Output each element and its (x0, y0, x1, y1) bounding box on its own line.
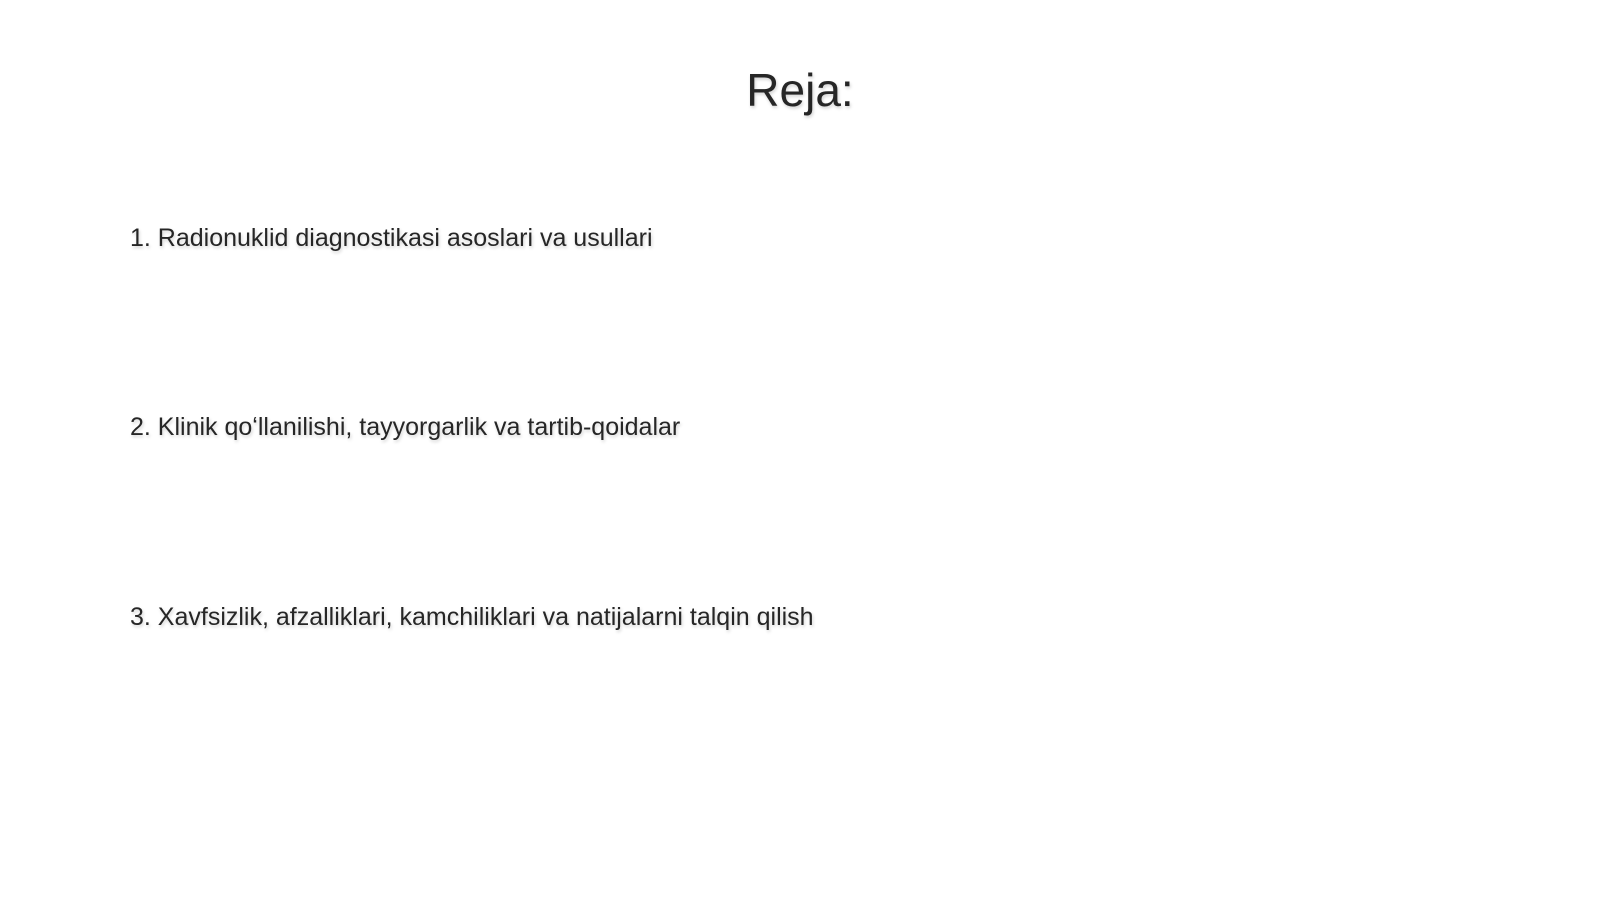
slide-title: Reja: (746, 64, 854, 116)
plan-item-3: 3. Xavfsizlik, afzalliklari, kamchiliklari va natijalarni talqin qilish (130, 603, 814, 631)
plan-item-2: 2. Klinik qoʻllanilishi, tayyorgarlik va tartib-qoidalar (130, 413, 681, 441)
plan-item-1: 1. Radionuklid diagnostikasi asoslari va usullari (130, 224, 653, 252)
